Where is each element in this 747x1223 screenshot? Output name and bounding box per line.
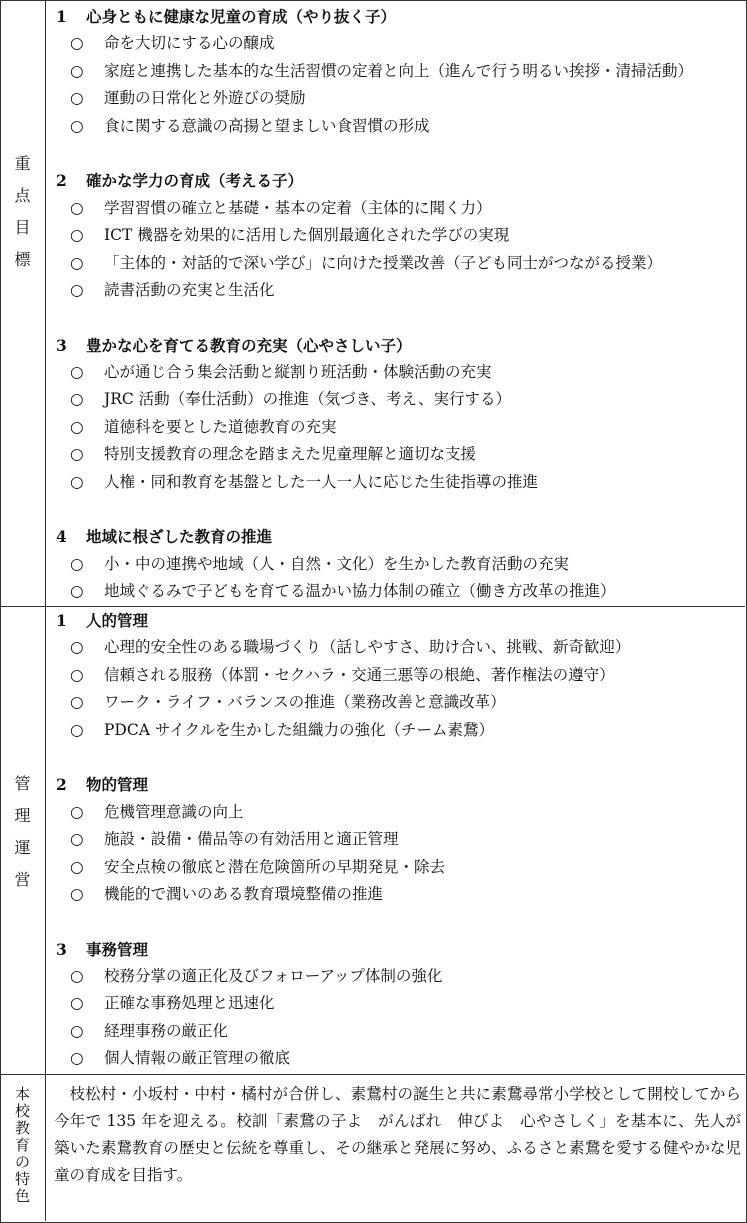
section-spacer: [56, 304, 741, 331]
group-number: 3: [56, 939, 67, 959]
group-number: 1: [56, 611, 67, 630]
list-item-text: 読書活動の充実と生活化: [104, 280, 275, 299]
list-item-text: 命を大切にする心の醸成: [104, 34, 275, 53]
circle-bullet-icon: ○: [70, 884, 84, 903]
circle-bullet-icon: ○: [70, 554, 84, 573]
list-item: [56, 113, 741, 140]
list-item-text: ワーク・ライフ・バランスの推進（業務改善と意識改革）: [104, 693, 506, 712]
list-item: [56, 1018, 741, 1045]
circle-bullet-icon: ○: [70, 994, 84, 1013]
list-item-text: 特別支援教育の理念を踏まえた児童理解と適切な支援: [104, 445, 477, 464]
label-char: 管: [14, 774, 31, 793]
features-paragraph: 枝松村・小坂村・中村・橘村が合併し、素鵞村の誕生と共に素鵞尋常小学校として開校してから今年で 135 年を迎える。校訓「素鵞の子よ がんばれ 伸びよ 心やさしく」を基本に、先人が築いた素鵞教育の歴史と伝統を尊重し、その継承と発展に努め、ふるさと素鵞を愛する健やかな児童の育成を目指す。: [54, 1085, 741, 1184]
group-heading: [56, 332, 741, 359]
circle-bullet-icon: ○: [70, 116, 84, 135]
list-item-text: 人権・同和教育を基盤とした一人一人に応じた生徒指導の推進: [104, 472, 539, 491]
circle-bullet-icon: ○: [70, 802, 84, 821]
group-heading: [56, 771, 741, 798]
section-spacer: [56, 744, 741, 771]
list-item-text: ICT 機器を効果的に活用した個別最適化された学びの実現: [104, 226, 510, 245]
list-item: [56, 58, 741, 85]
list-item-text: 個人情報の厳正管理の徹底: [104, 1049, 291, 1068]
list-item: [56, 689, 741, 716]
circle-bullet-icon: ○: [70, 857, 84, 876]
circle-bullet-icon: ○: [70, 693, 84, 712]
circle-bullet-icon: ○: [70, 253, 84, 272]
list-item: [56, 359, 741, 386]
list-item: [56, 963, 741, 990]
group-title: 確かな学力の育成（考える子）: [86, 171, 304, 191]
circle-bullet-icon: ○: [70, 390, 84, 409]
group-heading: [56, 607, 741, 634]
label-char: 目: [14, 218, 31, 237]
group-heading: [56, 523, 741, 550]
list-item: [56, 717, 741, 744]
list-item-text: 経理事務の厳正化: [104, 1021, 229, 1040]
list-item-text: 地域ぐるみで子どもを育てる温かい協力体制の確立（働き方改革の推進）: [104, 582, 616, 601]
label-char: 校: [14, 1102, 30, 1120]
list-item: [56, 634, 741, 661]
circle-bullet-icon: ○: [70, 582, 84, 601]
group-title: 物的管理: [86, 775, 149, 795]
label-char: 特: [14, 1170, 30, 1188]
circle-bullet-icon: ○: [70, 967, 84, 986]
circle-bullet-icon: ○: [70, 363, 84, 382]
list-item: [56, 250, 741, 277]
label-char: 営: [14, 870, 31, 889]
group-number: 3: [56, 335, 67, 355]
list-item-text: PDCA サイクルを生かした組織力の強化（チーム素鵞）: [104, 720, 494, 739]
list-item-text: 学習習慣の確立と基礎・基本の定着（主体的に聞く力）: [104, 198, 492, 217]
list-item-text: 校務分掌の適正化及びフォローアップ体制の強化: [104, 967, 443, 986]
group-number: 2: [56, 171, 67, 191]
list-item: [56, 854, 741, 881]
list-item-text: 心が通じ合う集会活動と縦割り班活動・体験活動の充実: [104, 363, 492, 382]
circle-bullet-icon: ○: [70, 34, 84, 53]
list-item: [56, 799, 741, 826]
list-item-text: JRC 活動（奉仕活動）の推進（気づき、考え、実行する）: [104, 390, 511, 409]
list-item-text: 小・中の連携や地域（人・自然・文化）を生かした教育活動の充実: [104, 554, 570, 573]
label-char: 重: [14, 154, 31, 173]
column-divider: [45, 0, 46, 1221]
circle-bullet-icon: ○: [70, 280, 84, 299]
circle-bullet-icon: ○: [70, 61, 84, 80]
list-item: [56, 551, 741, 578]
management-row-label: [0, 768, 45, 896]
management-content: [56, 607, 741, 1073]
list-item: [56, 195, 741, 222]
circle-bullet-icon: ○: [70, 1021, 84, 1040]
group-title: 豊かな心を育てる教育の充実（心やさしい子）: [86, 335, 412, 355]
list-item-text: 道徳科を要とした道徳教育の充実: [104, 417, 337, 436]
circle-bullet-icon: ○: [70, 417, 84, 436]
circle-bullet-icon: ○: [70, 472, 84, 491]
list-item: [56, 441, 741, 468]
group-title: 地域に根ざした教育の推進: [86, 527, 273, 547]
list-item-text: 信頼される服務（体罰・セクハラ・交通三悪等の根絶、著作権法の遵守）: [104, 665, 615, 684]
group-heading: [56, 167, 741, 194]
circle-bullet-icon: ○: [70, 720, 84, 739]
label-char: 理: [14, 806, 31, 825]
list-item-text: 施設・設備・備品等の有効活用と適正管理: [104, 830, 399, 849]
list-item: [56, 826, 741, 853]
group-title: 事務管理: [86, 939, 149, 959]
circle-bullet-icon: ○: [70, 665, 84, 684]
list-item-text: 「主体的・対話的で深い学び」に向けた授業改善（子ども同士がつながる授業）: [104, 253, 663, 272]
label-char: 本: [14, 1085, 30, 1103]
features-row-label: [0, 1086, 45, 1205]
list-item: [56, 469, 741, 496]
goals-content: [56, 3, 741, 606]
list-item: [56, 990, 741, 1017]
circle-bullet-icon: ○: [70, 89, 84, 108]
list-item: [56, 85, 741, 112]
section-spacer: [56, 496, 741, 523]
list-item-text: 運動の日常化と外遊びの奨励: [104, 89, 306, 108]
group-title: 人的管理: [86, 611, 149, 630]
label-char: の: [14, 1153, 30, 1171]
label-char: 教: [14, 1119, 30, 1137]
group-title: 心身ともに健康な児童の育成（やり抜く子）: [86, 7, 397, 26]
label-char: 育: [14, 1136, 30, 1154]
list-item-text: 機能的で潤いのある教育環境整備の推進: [104, 884, 384, 903]
group-heading: [56, 936, 741, 963]
list-item: [56, 578, 741, 605]
list-item: [56, 1045, 741, 1072]
row-divider-management-features: [0, 1074, 745, 1075]
group-number: 2: [56, 775, 67, 795]
list-item: [56, 662, 741, 689]
list-item-text: 危機管理意識の向上: [104, 802, 244, 821]
group-number: 1: [56, 7, 67, 26]
circle-bullet-icon: ○: [70, 638, 84, 657]
goals-row-label: [0, 148, 45, 276]
list-item: [56, 222, 741, 249]
circle-bullet-icon: ○: [70, 1049, 84, 1068]
circle-bullet-icon: ○: [70, 198, 84, 217]
group-number: 4: [56, 527, 67, 547]
list-item-text: 食に関する意識の高揚と望ましい食習慣の形成: [104, 116, 430, 135]
list-item: [56, 277, 741, 304]
circle-bullet-icon: ○: [70, 830, 84, 849]
circle-bullet-icon: ○: [70, 445, 84, 464]
label-char: 点: [14, 186, 31, 205]
label-char: 色: [14, 1187, 30, 1205]
label-char: 標: [14, 250, 31, 269]
section-spacer: [56, 908, 741, 935]
circle-bullet-icon: ○: [70, 226, 84, 245]
list-item: [56, 881, 741, 908]
list-item: [56, 386, 741, 413]
section-spacer: [56, 140, 741, 167]
group-heading: [56, 3, 741, 30]
list-item: [56, 414, 741, 441]
list-item-text: 心理的安全性のある職場づくり（話しやすさ、助け合い、挑戦、新奇歓迎）: [104, 638, 631, 657]
list-item-text: 正確な事務処理と迅速化: [104, 994, 275, 1013]
label-char: 運: [14, 838, 31, 857]
list-item-text: 家庭と連携した基本的な生活習慣の定着と向上（進んで行う明るい挨拶・清掃活動）: [104, 61, 694, 80]
list-item-text: 安全点検の徹底と潜在危険箇所の早期発見・除去: [104, 857, 446, 876]
list-item: [56, 30, 741, 57]
